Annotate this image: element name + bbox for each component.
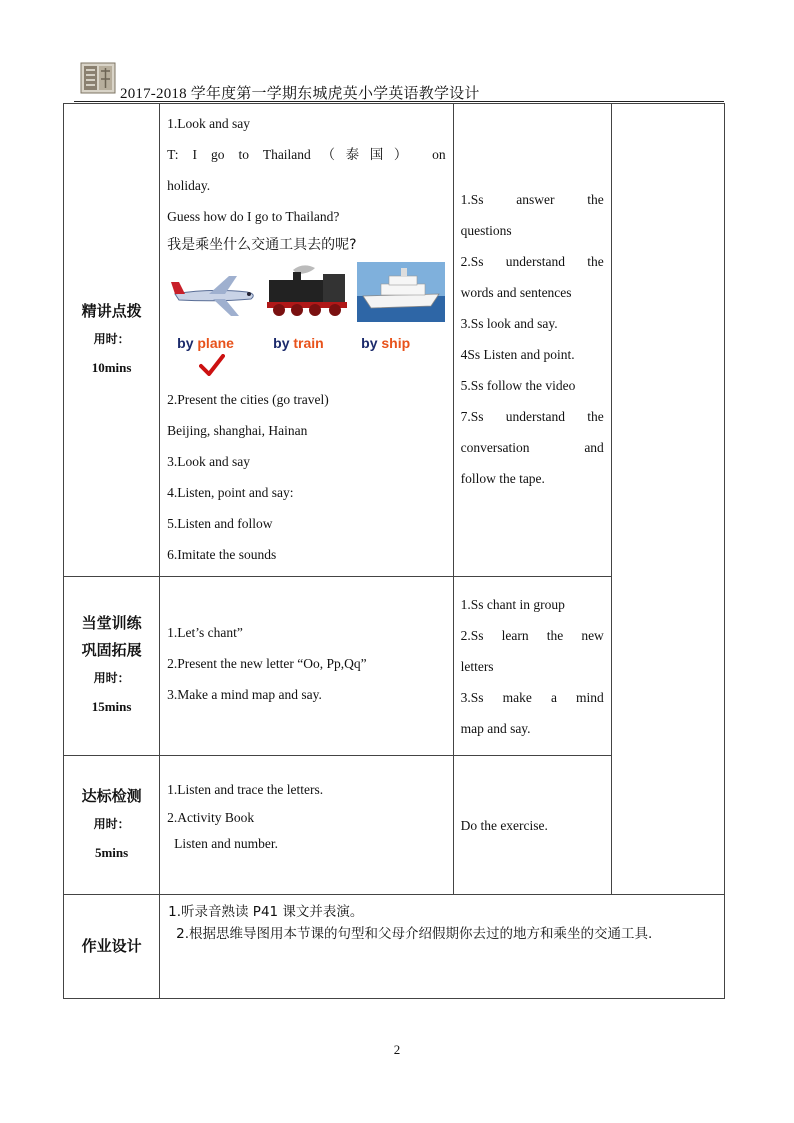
activity-line: letters [460, 658, 494, 674]
step-line: 3.Make a mind map and say. [167, 686, 322, 702]
step-line: 1.Let’s chant” [167, 624, 243, 640]
transport-label-plane: by plane [177, 335, 234, 351]
step-line: 1.Look and say [167, 116, 250, 131]
step-line: 5.Listen and follow [167, 516, 273, 531]
student-activities-cell [453, 577, 611, 756]
step-line: 2.Activity Book [167, 810, 255, 825]
table-row-homework [64, 895, 725, 999]
transport-images [167, 262, 445, 384]
student-activities-cell [453, 756, 611, 895]
activity-line: Do the exercise. [460, 817, 548, 833]
time-value: 5mins [94, 844, 129, 860]
step-line: Guess how do I go to Thailand? [167, 209, 340, 224]
stage-cell [64, 577, 160, 756]
step-line: Listen and number. [174, 836, 278, 851]
step-line: 4.Listen, point and say: [167, 485, 294, 500]
activity-line: 1.Ss answer the [460, 192, 604, 207]
time-label: 用时： [93, 331, 130, 346]
teacher-steps-cell [160, 577, 453, 756]
activity-line: 4Ss Listen and point. [460, 347, 575, 362]
teacher-steps-cell [160, 756, 453, 895]
stage-name: 作业设计 [81, 937, 142, 955]
school-logo-icon [80, 62, 116, 94]
activity-line: 2.Ss learn the new [460, 627, 604, 643]
document-header-title: 2017-2018 学年度第一学期东城虎英小学英语教学设计 [120, 86, 480, 102]
ship-image [357, 262, 445, 322]
activity-line: questions [460, 223, 512, 238]
student-activities-cell [453, 104, 611, 577]
activity-line: 1.Ss chant in group [460, 596, 565, 612]
stage-cell [64, 895, 160, 999]
activity-line: 7.Ss understand the [460, 409, 604, 424]
activity-line: map and say. [460, 720, 531, 736]
activity-line: 3.Ss make a mind [460, 689, 604, 705]
time-label: 用时： [93, 816, 130, 831]
activity-line: follow the tape. [460, 471, 545, 486]
stage-cell [64, 756, 160, 895]
step-line: 2.Present the cities (go travel) [167, 392, 329, 407]
checkmark-icon [199, 354, 225, 376]
homework-cell [160, 895, 725, 999]
lesson-plan-table [63, 103, 725, 999]
activity-line: conversation and [460, 440, 604, 455]
activity-line: 5.Ss follow the video [460, 378, 576, 393]
stage-name: 巩固拓展 [81, 641, 142, 659]
train-image [263, 262, 353, 320]
header-divider [74, 101, 724, 102]
table-row-explain [64, 104, 725, 577]
transport-label-train: by train [273, 335, 324, 351]
stage-cell [64, 104, 160, 577]
plane-image [169, 272, 259, 320]
step-line: holiday. [167, 178, 211, 193]
notes-cell [611, 104, 724, 895]
question-cn: 我是乘坐什么交通工具去的呢? [167, 237, 357, 253]
step-line: 1.Listen and trace the letters. [167, 782, 324, 797]
time-value: 10mins [91, 359, 132, 375]
stage-name: 精讲点拨 [81, 301, 142, 320]
page-number: 2 [393, 1042, 401, 1057]
step-line: T: I go to Thailand（泰国） on [167, 147, 446, 162]
time-value: 15mins [91, 699, 132, 714]
step-line: 3.Look and say [167, 454, 250, 469]
stage-name: 当堂训练 [81, 614, 142, 632]
activity-line: 3.Ss look and say. [460, 316, 558, 331]
homework-line: 2.根据思维导图用本节课的句型和父母介绍假期你去过的地方和乘坐的交通工具. [176, 926, 653, 942]
step-line: Beijing, shanghai, Hainan [167, 423, 308, 438]
teacher-steps-cell [160, 104, 453, 577]
transport-label-ship: by ship [361, 335, 411, 351]
activity-line: 2.Ss understand the [460, 254, 604, 269]
step-line: 6.Imitate the sounds [167, 547, 277, 562]
homework-line: 1.听录音熟读 P41 课文并表演。 [168, 904, 364, 920]
time-label: 用时： [93, 671, 130, 685]
activity-line: words and sentences [460, 285, 572, 300]
step-line: 2.Present the new letter “Oo, Pp,Qq” [167, 655, 367, 671]
stage-name: 达标检测 [81, 786, 142, 805]
